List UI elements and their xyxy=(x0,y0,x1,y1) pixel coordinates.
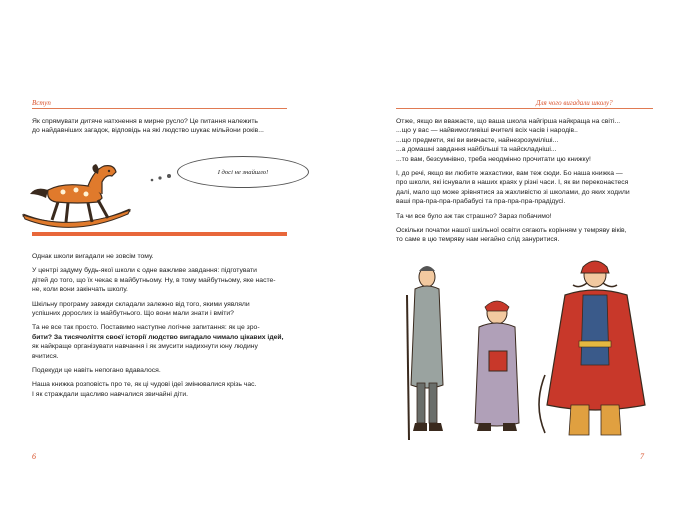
intro-line-1: Як спрямувати дитяче натхнення в мирне русло? Це питання належить xyxy=(32,118,258,125)
left-intro xyxy=(32,117,294,136)
right-page xyxy=(340,0,680,513)
speech-bubble: І досі не знайшло! xyxy=(177,156,309,188)
rocking-horse-illustration xyxy=(18,160,133,235)
body-line-7: Та не все так просто. Поставимо наступне логічне запитання: як це зро- xyxy=(32,324,260,332)
r-line-3: ...що предмети, які ви вивчаєте, найнезрозуміліші... xyxy=(396,136,559,144)
r-line-5: ...то вам, безсумнівно, треба неодмінно прочитати цю книжку! xyxy=(396,155,591,163)
body-line-4: не, коли вони закінчать школу. xyxy=(32,286,128,294)
section-divider xyxy=(32,232,287,236)
body-line-11: Подекуди це навіть непогано вдавалося. xyxy=(32,367,161,375)
thought-dots xyxy=(148,172,178,184)
body-line-10: вчитися. xyxy=(32,352,59,360)
r-line-4: ...а домашні завдання найбільші та найскладніші... xyxy=(396,146,557,154)
r-line-2: ...що у вас — найвимогливіші вчителі всіх часів і народів.. xyxy=(396,127,578,135)
left-header: Вступ xyxy=(32,99,51,107)
left-header-rule xyxy=(32,108,287,109)
r-line-10: Та чи все було аж так страшно? Зараз побачимо! xyxy=(396,212,552,220)
r-line-1: Отже, якщо ви вважаєте, що ваша школа найгірша найкраща на світі... xyxy=(396,118,621,125)
right-header: Для чого вигадали школу? xyxy=(536,99,613,107)
intro-line-2: до найдавніших загадок, відповідь на які людство шукає мільйони років... xyxy=(32,127,264,135)
right-header-rule xyxy=(396,108,653,109)
left-page-number: 6 xyxy=(32,452,36,461)
body-line-9: як найкраще організувати навчання і як змусити надихнути юну людину xyxy=(32,343,258,351)
right-page-number: 7 xyxy=(640,452,644,461)
body-line-8: бити? За тисячоліття своєї історії людство вигадало чимало цікавих ідей, xyxy=(32,333,284,341)
body-line-13: І як страждали щасливо навчалися звичайні діти. xyxy=(32,390,189,398)
r-line-11: Оскільки початки нашої шкільної освіти сягають корінням у темряву віків, xyxy=(396,227,627,235)
right-body xyxy=(396,117,658,245)
r-line-8: далі, мало що може зрівнятися за жахливістю зі школами, до яких ходили xyxy=(396,188,630,196)
body-line-6: успішних дорослих із майбутнього. Що вони мали знати і вміти? xyxy=(32,310,234,318)
r-line-12: то саме в цю темряву нам негайно слід зануритися. xyxy=(396,236,560,244)
r-line-6: І, до речі, якщо ви любите жахастики, вам теж сюди. Бо наша книжка — xyxy=(396,170,623,178)
body-line-1: Однак школи вигадали не зовсім тому. xyxy=(32,253,154,260)
body-line-12: Наша книжка розповість про те, як ці чудові ідеї змінювалися крізь час. xyxy=(32,381,257,389)
body-line-5: Шкільну програму завжди складали залежно від того, якими уявляли xyxy=(32,300,250,308)
left-body xyxy=(32,252,297,399)
r-line-7: про школи, які існували в наших краях у різні часи. І, як ви переконаєтеся xyxy=(396,179,629,187)
body-line-2: У центрі задуму будь-якої школи є одне важливе завдання: підготувати xyxy=(32,267,257,275)
body-line-3: дітей до того, що їх чекає в майбутньому. Ну, в тому майбутньому, яке насте- xyxy=(32,276,276,284)
r-line-9: ваші пра-пра-пра-прабабусі та пра-пра-пра-прадідусі. xyxy=(396,198,566,206)
historical-figures-illustration xyxy=(395,255,660,450)
